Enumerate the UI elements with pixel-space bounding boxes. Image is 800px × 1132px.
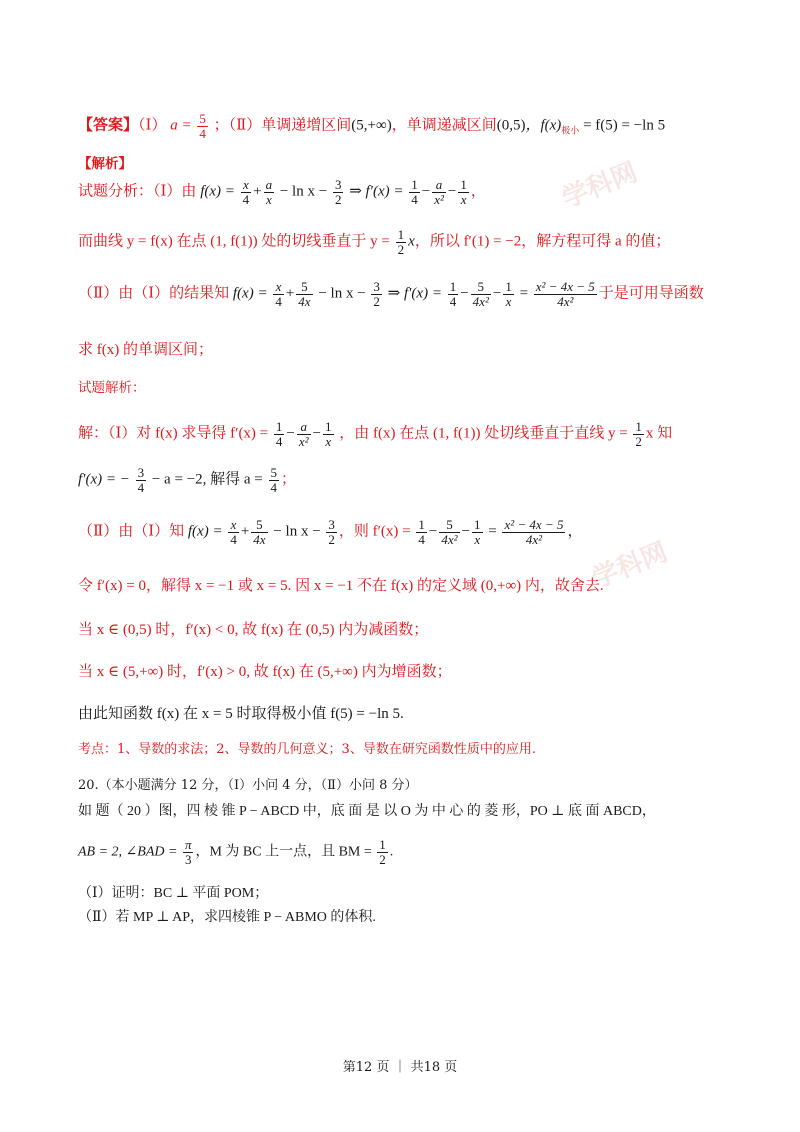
fraction-num: 5 <box>199 111 206 126</box>
fraction <box>534 280 597 308</box>
problem-question-2: （Ⅱ）若 MP ⊥ AP，求四棱锥 P − ABMO 的体积. <box>78 910 376 925</box>
minus-sign: − <box>312 425 321 442</box>
fraction <box>264 178 275 206</box>
sol-l2-b: − a = −2, 解得 a = <box>151 471 263 488</box>
hint-l2-tail: ，所以 f′(1) = −2，解方程可得 a 的值； <box>414 233 671 250</box>
solution-tag: 试题解析： <box>78 380 146 396</box>
problem-header: 20.（本小题满分 12 分，（Ⅰ）小问 4 分，（Ⅱ）小问 8 分） <box>78 778 418 793</box>
hint-l1-expr: f(x) = <box>200 183 235 200</box>
fraction-den: x <box>505 293 512 309</box>
analysis-tag: 【解析】 <box>78 156 132 172</box>
fraction-num: 1 <box>418 517 425 532</box>
hint-line-2 <box>78 228 670 256</box>
fraction-den: 4x² <box>557 293 574 309</box>
fraction-den: 4 <box>270 479 277 495</box>
fraction <box>251 518 267 546</box>
fraction-den: 4x² <box>472 293 489 309</box>
fraction <box>228 518 239 546</box>
fraction-den: 2 <box>379 851 386 867</box>
solution-line-3: （Ⅱ）由（Ⅰ）知 f(x) = $\frac{x}{4}$ + $\frac{5}{4x}$ − ln x − $\frac{3}{2}$ ，则 f′(x) = $\frac{1}{4}$ − $\frac{5}{\text{4x²}}$ − $\frac{1}{x}$ = $\frac{\text{x² − 4x − 5}}{\text{4x²}}$ ， <box>78 517 583 547</box>
sol-l3-expr-b: − ln x − <box>273 523 321 540</box>
fraction <box>326 518 337 546</box>
sol-l2-c: ； <box>281 471 297 488</box>
fraction <box>333 178 344 206</box>
fraction-num: 1 <box>325 419 332 434</box>
fraction <box>183 838 194 866</box>
fraction-num: 1 <box>460 177 467 192</box>
fraction-num: 1 <box>397 227 405 242</box>
fraction <box>502 518 565 546</box>
hint-l3-expr: f(x) = <box>232 285 268 302</box>
fraction <box>296 280 312 308</box>
comma: ， <box>567 523 583 540</box>
fraction <box>274 420 285 448</box>
problem-question-1: （Ⅰ）证明：BC ⊥ 平面 POM； <box>78 886 269 901</box>
minus-sign: − <box>447 183 457 200</box>
hint-line-4: 求 f(x) 的单调区间； <box>78 342 213 358</box>
hint-line-1 <box>78 178 486 206</box>
sol-l1-tail: x 知 <box>645 425 673 442</box>
watermark-stamp: 学科网 <box>558 157 642 215</box>
fraction-den: 4x <box>253 531 266 547</box>
fraction-den: x <box>474 531 481 547</box>
fraction-den: 2 <box>397 241 405 257</box>
fraction-num: 5 <box>296 280 312 295</box>
fraction-den: 4 <box>418 531 425 547</box>
answer-inc-label: 单调递增区间 <box>261 117 352 134</box>
answer-min-value: = f(5) = −ln 5 <box>583 117 666 134</box>
fraction-den: 3 <box>184 851 192 867</box>
fraction <box>269 466 280 494</box>
minus-sign: − <box>460 285 469 302</box>
hint-l3-expr-b: − ln x − <box>318 285 366 302</box>
answer-dec-label: ，单调递减区间 <box>391 117 497 134</box>
fraction-den: 2 <box>373 293 380 309</box>
plus-sign: + <box>285 285 295 302</box>
sol-l2-a: f′(x) = − <box>78 471 130 488</box>
minus-sign: − <box>421 183 431 200</box>
problem-l2-b: ，M 为 BC 上一点，且 BM = <box>195 844 372 860</box>
fraction-den: x <box>265 191 272 207</box>
hint-line-3: （Ⅱ）由（Ⅰ）的结果知 f(x) = $\frac{x}{4}$ + $\frac{5}{4x}$ − ln x − $\frac{3}{2}$ ⇒ f′(x) = $\frac{1}{4}$ − $\frac{5}{\text{4x²}}$ − $\frac{1}{x}$ = $\frac{\text{x² − 4x − 5}}{\text{4x²}}$ 于是可用导函数 <box>78 279 704 309</box>
fraction-num: a <box>297 420 311 435</box>
fraction <box>377 838 388 866</box>
fraction-num: π <box>184 837 192 852</box>
fraction <box>439 518 459 546</box>
fraction-den: 4 <box>411 191 418 207</box>
fraction-den: x² <box>434 191 444 207</box>
fraction-num: 3 <box>334 177 342 192</box>
fraction <box>323 420 334 448</box>
fraction <box>241 178 252 206</box>
fraction <box>197 112 208 140</box>
fraction-den: 2 <box>334 191 342 207</box>
fraction <box>396 228 407 256</box>
plus-sign: + <box>240 523 250 540</box>
fraction <box>136 466 147 494</box>
problem-line-2 <box>78 838 393 866</box>
fraction-num: 1 <box>474 517 481 532</box>
fraction-den: 4 <box>449 293 457 309</box>
fraction-den: 4x² <box>525 531 543 547</box>
sol-l3-prefix: （Ⅱ）由（Ⅰ）知 <box>78 523 185 540</box>
fraction <box>503 280 514 308</box>
fraction-num: x² − 4x − 5 <box>535 279 595 294</box>
watermark-stamp: 学科网 <box>588 537 672 595</box>
plus-sign: + <box>253 183 262 200</box>
fraction <box>409 178 420 206</box>
minus-sign: − <box>286 425 295 442</box>
hint-implies: ⇒ f′(x) = <box>349 183 404 200</box>
solution-line-6: 当 x ∈ (5,+∞) 时，f′(x) > 0, 故 f(x) 在 (5,+∞) 内为增函数； <box>78 664 452 680</box>
problem-l2-a: AB = 2, ∠BAD = <box>78 844 178 860</box>
fraction-num: x <box>241 178 252 193</box>
fraction <box>472 518 483 546</box>
fraction-num: 3 <box>137 465 145 480</box>
fraction-num: 1 <box>411 177 418 192</box>
answer-sep: ；（Ⅱ） <box>213 117 262 134</box>
answer-inc-interval: (5,+∞) <box>351 117 392 134</box>
fraction <box>273 280 284 308</box>
hint-l3-prefix: （Ⅱ）由（Ⅰ）的结果知 <box>78 285 230 302</box>
answer-part1: （Ⅰ） <box>138 117 167 134</box>
minus-sign: − <box>461 523 470 540</box>
fraction <box>458 178 469 206</box>
answer-min-sub: 极小 <box>561 125 580 136</box>
fraction-den: 4 <box>230 531 237 547</box>
sol-l1-prefix: 解：（Ⅰ）对 f(x) 求导得 f′(x) = <box>78 425 269 442</box>
comma: ， <box>470 183 486 200</box>
fraction-num: 5 <box>439 518 459 533</box>
fraction-num: 5 <box>471 280 491 295</box>
fraction-den: 4x² <box>441 531 458 547</box>
fraction-num: 1 <box>505 279 512 294</box>
solution-line-2 <box>78 466 296 494</box>
fraction-num: 1 <box>379 837 386 852</box>
fraction-den: 4x <box>298 293 311 309</box>
fraction-num: x² − 4x − 5 <box>504 517 564 532</box>
page-footer: 第12 页 ｜ 共18 页 <box>342 1060 458 1075</box>
fraction <box>371 280 382 308</box>
key-points: 考点：1、导数的求法；2、导数的几何意义；3、导数在研究函数性质中的应用. <box>78 742 536 757</box>
fraction-den: 2 <box>328 531 335 547</box>
solution-line-4: 令 f′(x) = 0，解得 x = −1 或 x = 5. 因 x = −1 不在 f(x) 的定义域 (0,+∞) 内，故舍去. <box>78 578 604 594</box>
hint-l2-x: x <box>408 233 415 250</box>
fraction <box>633 420 644 448</box>
fraction-num: x <box>228 518 239 533</box>
problem-line-1: 如 题（ 20 ）图，四 棱 锥 P − ABCD 中，底 面 是 以 O 为 中 心 的 菱 形，PO ⊥ 底 面 ABCD， <box>78 804 656 819</box>
fraction-den: 2 <box>635 433 642 449</box>
fraction-den: 4 <box>275 293 282 309</box>
answer-min-label: ，f(x) <box>525 117 562 134</box>
fraction <box>416 518 427 546</box>
solution-line-1 <box>78 420 672 448</box>
fraction-num: 3 <box>328 517 335 532</box>
answer-line <box>78 112 665 140</box>
answer-dec-interval: (0,5) <box>496 117 526 134</box>
fraction <box>471 280 491 308</box>
fraction-den: 4 <box>242 191 250 207</box>
solution-line-7: 由此知函数 f(x) 在 x = 5 时取得极小值 f(5) = −ln 5. <box>78 706 404 722</box>
hint-l2-text: 而曲线 y = f(x) 在点 (1, f(1)) 处的切线垂直于 y = <box>78 233 390 250</box>
answer-tag: 【答案】 <box>78 117 139 134</box>
fraction-num: 3 <box>373 279 380 294</box>
fraction <box>432 178 446 206</box>
fraction-num: 1 <box>275 419 283 434</box>
sol-l3-expr: f(x) = <box>187 523 223 540</box>
fraction-den: 4 <box>137 479 145 495</box>
fraction-num: x <box>273 280 284 295</box>
solution-line-5: 当 x ∈ (0,5) 时，f′(x) < 0, 故 f(x) 在 (0,5) 内为减函数； <box>78 622 429 638</box>
fraction <box>297 420 311 448</box>
fraction <box>448 280 459 308</box>
hint-l1-prefix: 试题分析：（Ⅰ）由 <box>78 183 197 200</box>
fraction-den: x <box>325 433 332 449</box>
fraction-num: 1 <box>635 419 642 434</box>
minus-sign: − <box>492 285 502 302</box>
fraction-num: 5 <box>251 518 267 533</box>
fraction-num: 5 <box>270 465 277 480</box>
fraction-num: a <box>265 177 273 192</box>
minus-sign: − <box>428 523 438 540</box>
fraction-den: 4 <box>275 433 283 449</box>
fraction-den: 4 <box>199 125 206 141</box>
sol-l1-mid: ，由 f(x) 在点 (1, f(1)) 处切线垂直于直线 y = <box>339 425 628 442</box>
sol-l3-mid: ，则 f′(x) = <box>338 523 411 540</box>
hint-implies: ⇒ f′(x) = <box>387 285 442 302</box>
fraction-num: 1 <box>449 279 457 294</box>
answer-a-eq: a = <box>170 117 192 134</box>
hint-l3-tail: 于是可用导函数 <box>598 285 704 302</box>
fraction-den: x² <box>298 433 309 449</box>
hint-l1-expr-b: − ln x − <box>279 183 328 200</box>
fraction-den: x <box>460 191 467 207</box>
problem-l2-c: . <box>389 844 394 860</box>
fraction-num: a <box>432 178 446 193</box>
